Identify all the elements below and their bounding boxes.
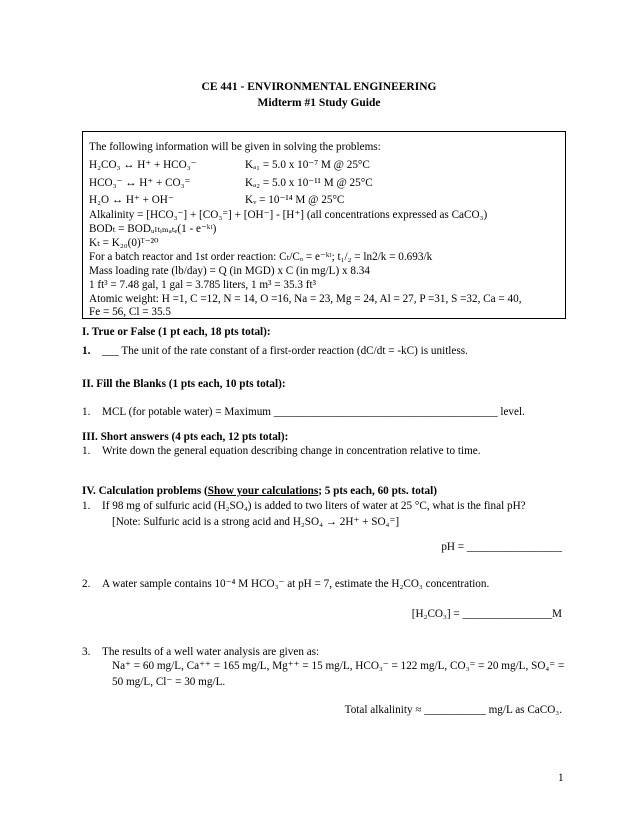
ph-answer-blank[interactable]: pH = _________________ [441,541,562,553]
calc-question-3-line2: Na⁺ = 60 mg/L, Ca⁺⁺ = 165 mg/L, Mg⁺⁺ = 15 mg/L, HCO₃⁻ = 122 mg/L, CO₃⁼ = 20 mg/L, SO₄⁼ = [112,660,565,672]
mass-loading-formula: Mass loading rate (lb/day) = Q (in MGD) x C (in mg/L) x 8.34 [89,265,370,277]
fill-blank-question-1: MCL (for potable water) = Maximum ________________________________________ level. [102,406,525,418]
section-fill-blanks-heading: II. Fill the Blanks (1 pts each, 10 pts total): [82,378,286,390]
heading-part: ; 5 pts each, 60 pts. total) [318,485,437,497]
atomic-weights-line2: Fe = 56, Cl = 35.5 [89,306,171,318]
document-subtitle: Midterm #1 Study Guide [257,97,381,109]
question-number: 1. [82,445,91,457]
constant-ka1: Kₐ₁ = 5.0 x 10⁻⁷ M @ 25°C [245,159,370,171]
equation-water: H₂O ↔ H⁺ + OH⁻ [89,194,174,206]
heading-part: IV. Calculation problems ( [82,485,208,497]
question-number: 1. [82,406,91,418]
constant-ka2: Kₐ₂ = 5.0 x 10⁻¹¹ M @ 25°C [245,177,373,189]
calc-question-1-line1: If 98 mg of sulfuric acid (H₂SO₄) is added to two liters of water at 25 °C, what is the final pH? [102,500,526,512]
section-true-false-heading: I. True or False (1 pt each, 18 pts total): [82,326,271,338]
batch-reactor-formula: For a batch reactor and 1st order reaction: Cₜ/Cₒ = e⁻ᵏᵗ; t₁/₂ = ln2/k = 0.693/k [89,251,433,263]
atomic-weights-line1: Atomic weight: H =1, C =12, N = 14, O =16, Na = 23, Mg = 24, Al = 27, P =31, S =32, Ca = 40, [89,293,522,305]
bod-formula: BODₜ = BODᵤₗₜᵢₘₐₜₑ(1 - e⁻ᵏᵗ) [89,223,217,235]
info-intro: The following information will be given in solving the problems: [89,141,381,153]
alkalinity-formula: Alkalinity = [HCO₃⁻] + [CO₃⁼] + [OH⁻] - [H⁺] (all concentrations expressed as CaCO₃) [89,209,488,221]
calc-question-2: A water sample contains 10⁻⁴ M HCO₃⁻ at pH = 7, estimate the H₂CO₃ concentration. [102,578,490,590]
h2co3-answer-blank[interactable]: [H₂CO₃] = ________________M [411,608,562,620]
question-number: 2. [82,578,91,590]
section-short-answers-heading: III. Short answers (4 pts each, 12 pts total): [82,431,289,443]
calc-question-3-line3: 50 mg/L, Cl⁻ = 30 mg/L. [112,676,226,688]
given-information-box [82,131,566,319]
short-answer-question-1: Write down the general equation describing change in concentration relative to time. [102,445,481,457]
constant-kw: Kᵥ = 10⁻¹⁴ M @ 25°C [245,194,345,206]
equation-hco3: HCO₃⁻ ↔ H⁺ + CO₃⁼ [89,177,191,189]
question-number: 3. [82,646,91,658]
true-false-question-1: ___ The unit of the rate constant of a first-order reaction (dC/dt = -kC) is unitless. [102,345,468,357]
page-number: 1 [558,772,564,784]
calc-question-1-note: [Note: Sulfuric acid is a strong acid and H₂SO₄ → 2H⁺ + SO₄⁼] [112,516,400,528]
kt-formula: Kₜ = K₂₀(0)ᵀ⁻²⁰ [89,237,159,249]
section-calculation-heading [82,484,437,498]
calc-question-3-line1: The results of a well water analysis are given as: [102,646,320,658]
equation-h2co3: H₂CO₃ ↔ H⁺ + HCO₃⁻ [89,159,197,171]
show-calculations-emphasis: Show your calculations [207,485,319,497]
alkalinity-answer-blank[interactable]: Total alkalinity ≈ ___________ mg/L as CaCO₃. [344,704,562,716]
document-title: CE 441 - ENVIRONMENTAL ENGINEERING [201,81,437,93]
unit-conversions: 1 ft³ = 7.48 gal, 1 gal = 3.785 liters, 1 m³ = 35.3 ft³ [89,279,316,291]
question-number: 1. [82,500,91,512]
question-number: 1. [82,345,91,357]
